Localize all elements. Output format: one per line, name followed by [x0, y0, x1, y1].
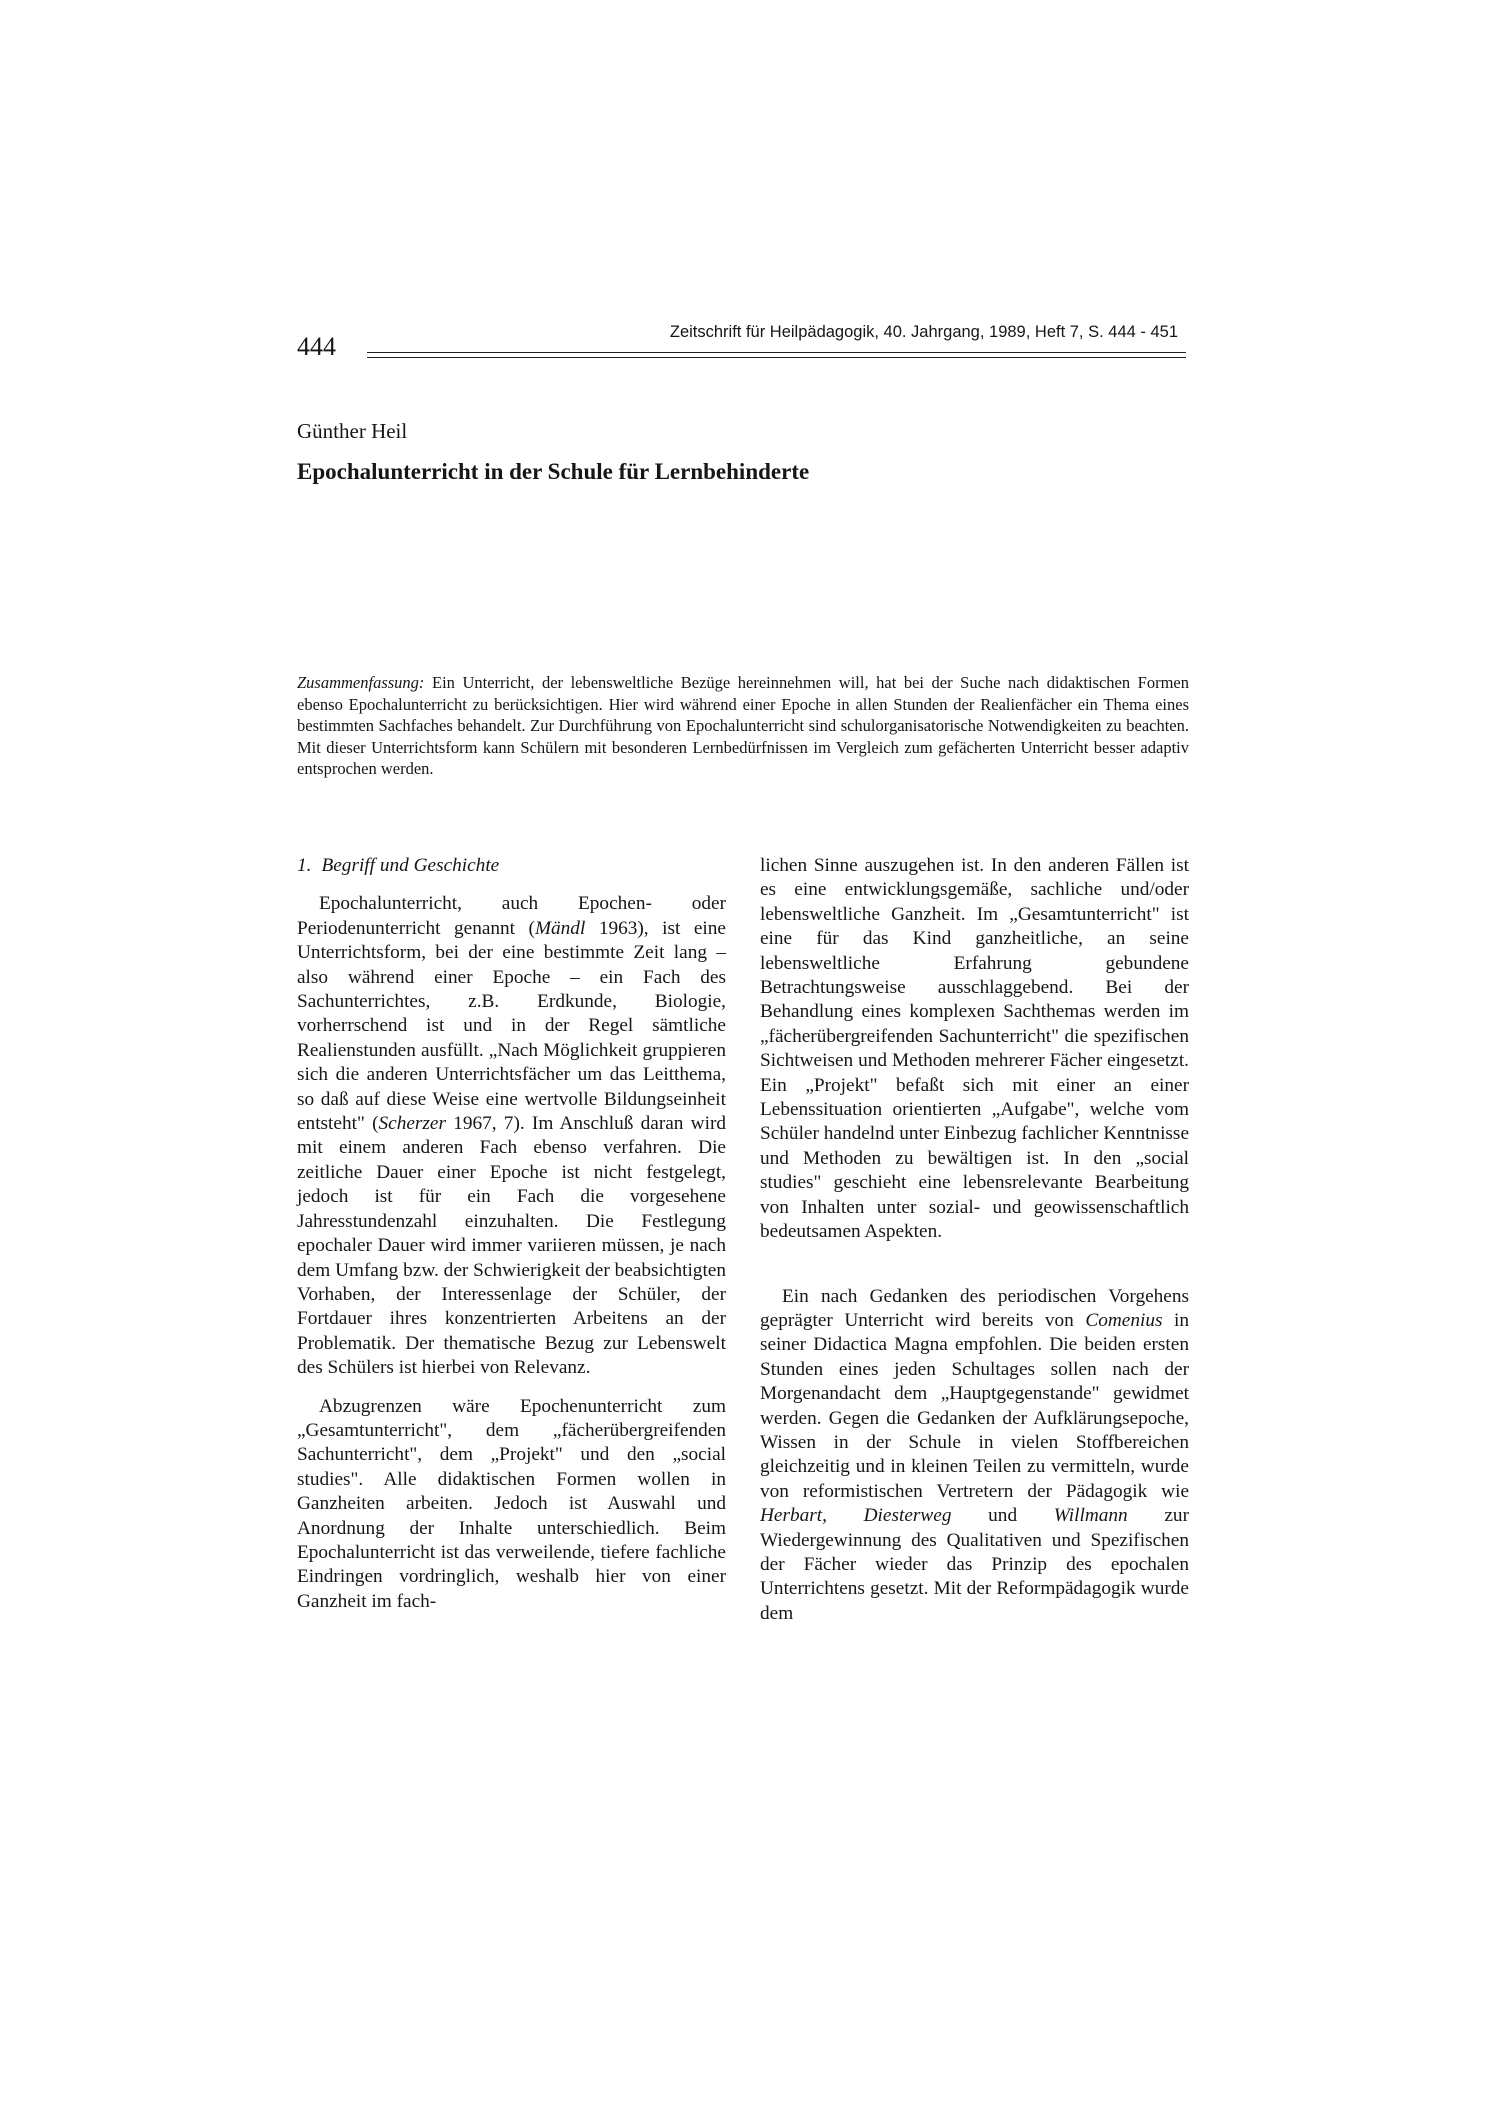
person-name: Herbart, Diesterweg [760, 1505, 952, 1527]
header-rule [367, 357, 1186, 358]
left-column [297, 854, 726, 1614]
person-name: Comenius [1085, 1309, 1163, 1331]
section-number: 1. [297, 855, 312, 876]
abstract-label: Zusammenfassung: [297, 673, 425, 692]
header-rule [367, 352, 1186, 353]
paragraph: Abzugrenzen wäre Epochenunterricht zum „Gesamtunterricht", dem „fächerübergreifenden Sachunterricht", dem „Projekt" und den „social studies". Alle didaktischen Formen wollen in Ganzheiten arbeiten. Jedoch ist Auswahl und Anordnung der Inhalte unterschiedlich. Beim Epochalunterricht ist das verweilende, tiefere fachliche Eindringen vordringlich, weshalb hier von einer Ganzheit im fach- [297, 1395, 726, 1612]
right-column [760, 854, 1189, 1626]
citation-author: Scherzer [378, 1113, 446, 1135]
paragraph: Ein nach Gedanken des periodischen Vorgehens geprägter Unterricht wird bereits von Comenius in seiner Didactica Magna empfohlen. Die beiden ersten Stunden eines jeden Schultages sollen nach der Morgenandacht dem „Hauptgegenstande" gewidmet werden. Gegen die Gedanken der Aufklärungsepoche, Wissen in der Schule in vielen Stoffbereichen gleichzeitig und in kleinen Teilen zu vermitteln, wurde von reformistischen Vertretern der Pädagogik wie Herbart, Diesterweg und Willmann zur Wiedergewinnung des Qualitativen und Spezifischen der Fächer wieder das Prinzip des epochalen Unterrichtens gesetzt. Mit der Reformpädagogik wurde dem [760, 1285, 1189, 1624]
abstract-text: Ein Unterricht, der lebensweltliche Bezüge hereinnehmen will, hat bei der Suche nach didaktischen Formen ebenso Epochalunterricht zu berücksichtigen. Hier wird während einer Epoche in allen Stunden der Realienfächer ein Thema eines bestimmten Sachfaches behandelt. Zur Durchführung von Epochalunterricht sind schulorganisatorische Notwendigkeiten zu beachten. Mit dieser Unterrichtsform kann Schülern mit besonderen Lernbedürfnissen im Vergleich zum gefächerten Unterricht besser adaptiv entsprochen werden. [297, 673, 1190, 779]
page-number: 444 [297, 332, 336, 361]
paragraph: lichen Sinne auszugehen ist. In den anderen Fällen ist es eine entwicklungsgemäße, sachliche und/oder lebensweltliche Ganzheit. Im „Gesamtunterricht" ist eine für das Kind ganzheitliche, an seine lebensweltliche Erfahrung gebundene Betrachtungsweise ausschlaggebend. Bei der Behandlung eines komplexen Sachthemas werden im „fächerübergreifenden Sachunterricht" die spezifischen Sichtweisen und Methoden mehrerer Fächer eingesetzt. Ein „Projekt" befaßt sich mit einer an einer Lebenssituation orientierten „Aufgabe", welche vom Schüler handelnd unter Einbezug fachlicher Kenntnisse und Methoden zu bewältigen ist. In den „social studies" geschieht eine lebensrelevante Bearbeitung von Inhalten unter sozial- und geowissenschaftlich bedeutsamen Aspekten. [760, 855, 1189, 1243]
author-name: Günther Heil [297, 419, 408, 443]
article-title: Epochalunterricht in der Schule für Lernbehinderte [297, 459, 810, 484]
person-name: Willmann [1053, 1505, 1128, 1527]
abstract [297, 672, 1189, 780]
section-heading [297, 854, 726, 878]
running-header [297, 318, 1186, 364]
citation-author: Mändl [534, 917, 586, 939]
journal-citation: Zeitschrift für Heilpädagogik, 40. Jahrgang, 1989, Heft 7, S. 444 - 451 [669, 323, 1178, 341]
paragraph: Epochalunterricht, auch Epochen- oder Periodenunterricht genannt (Mändl 1963), ist eine Unterrichtsform, bei der eine bestimmte Zeit lang – also während einer Epoche – ein Fach des Sachunterrichtes, z.B. Erdkunde, Biologie, vorherrschend ist und in der Regel sämtliche Realienstunden ausfüllt. „Nach Möglichkeit gruppieren sich die anderen Unterrichtsfächer um das Leitthema, so daß auf diese Weise eine wertvolle Bildungseinheit entsteht" (Scherzer 1967, 7). Im Anschluß daran wird mit einem anderen Fach ebenso verfahren. Die zeitliche Dauer einer Epoche ist nicht festgelegt, jedoch ist für ein Fach die vorgesehene Jahresstundenzahl einzuhalten. Die Festlegung epochaler Dauer wird immer variieren müssen, je nach dem Umfang bzw. der Schwierigkeit der beabsichtigten Vorhaben, der Interessenlage der Schüler, der Fortdauer ihres konzentrierten Arbeitens an der Problematik. Der thematische Bezug zur Lebenswelt des Schülers ist hierbei von Relevanz. [297, 893, 726, 1379]
section-title: Begriff und Geschichte [321, 855, 500, 876]
